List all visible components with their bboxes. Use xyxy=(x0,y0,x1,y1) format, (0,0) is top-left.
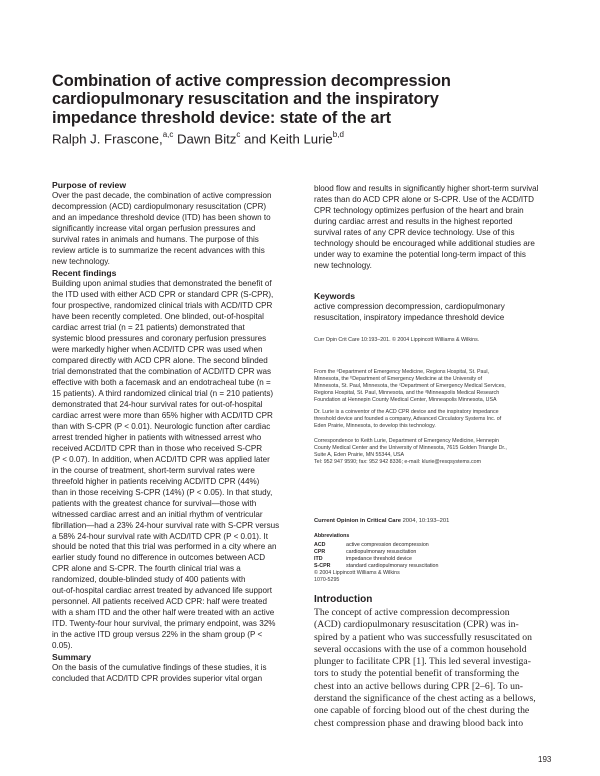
keywords-block xyxy=(314,291,550,324)
disclosure-line: Eden Prairie, Minnesota, to develop this technology. xyxy=(314,422,436,429)
text-line: demonstrated that 24-hour survival rates for out-of-hospital xyxy=(52,399,263,409)
text-line: received ACD/ITD CPR than in those who received S-CPR xyxy=(52,443,263,453)
text-line: Over the past decade, the combination of active compression xyxy=(52,190,272,200)
text-line: systemic blood pressures and coronary perfusion pressures xyxy=(52,333,267,343)
correspondence-line: Suite A, Eden Prairie, MN 55344, USA xyxy=(314,451,405,458)
text-line: decompression (ACD) cardiopulmonary resuscitation (CPR) xyxy=(52,201,267,211)
text-line: several occasions with the use of a common household xyxy=(314,643,527,655)
abbreviation-key: ACD xyxy=(314,541,326,548)
title-line: cardiopulmonary resuscitation and the inspiratory xyxy=(52,90,439,109)
affiliation-line: Foundation at Hennepin County Medical Center, Minneapolis Minnesota, USA xyxy=(314,396,497,403)
text-line: cardiac arrest were more than 65% higher with ACD/ITD CPR xyxy=(52,410,273,420)
text-line: significantly increase vital organ perfusion pressures and xyxy=(52,223,256,233)
text-line: during cardiac arrest and results in the highest reported xyxy=(314,216,513,226)
abbreviation-key: CPR xyxy=(314,548,326,555)
text-line: ITD. Twenty-four hour survival, the primary endpoint, was 32% xyxy=(52,619,276,629)
journal-name: Current Opinion in Critical Care xyxy=(314,518,401,524)
abbreviations-heading: Abbreviations xyxy=(314,533,350,539)
purpose-text xyxy=(52,191,288,268)
text-line: earlier study found no difference in outcomes between ACD xyxy=(52,553,266,563)
abbreviations-list xyxy=(314,542,438,570)
author-list xyxy=(52,128,344,147)
text-line: The concept of active compression decompression xyxy=(314,607,510,618)
text-line: survival rates in animals and humans. The purpose of this xyxy=(52,234,259,244)
abbreviation-value: active compression decompression xyxy=(346,541,429,548)
text-line: blood flow and results in significantly higher short-term survival xyxy=(314,184,539,193)
text-line: CPR technology optimizes perfusion of the heart and brain xyxy=(314,205,524,215)
abbreviations-block xyxy=(314,533,438,570)
text-line: CPR alone and S-CPR. The fourth clinical trial was a xyxy=(52,564,241,574)
author-affiliation-mark: c xyxy=(236,130,241,139)
text-line: technology should be encouraged while additional studies are xyxy=(314,238,535,248)
abbreviation-row xyxy=(314,563,438,570)
abbreviation-row xyxy=(314,556,438,563)
journal-issue: 2004, 10:193–201 xyxy=(400,518,450,524)
disclosure-line: Dr. Lurie is a coinventor of the ACD CPR device and the inspiratory impedance xyxy=(314,409,499,415)
keyword-line: active compression decompression, cardiopulmonary xyxy=(314,301,505,311)
affiliation-line: From the ᵃDepartment of Emergency Medicine, Regions Hospital, St. Paul, xyxy=(314,369,490,375)
findings-text xyxy=(52,279,288,652)
keywords-heading: Keywords xyxy=(314,291,356,301)
abbreviation-key: ITD xyxy=(314,555,323,562)
affiliation-line: Minnesota, St. Paul, Minnesota, the ᶜDepartment of Emergency Medical Services, xyxy=(314,382,506,389)
page-number: 193 xyxy=(538,755,552,764)
text-line: witnessed cardiac arrest and an initial rhythm of ventricular xyxy=(52,509,263,519)
introduction-text xyxy=(314,607,554,730)
text-line: spired by a patient who was successfully resuscitated on xyxy=(314,631,532,643)
section-heading: Summary xyxy=(52,652,92,663)
text-line: in the active ITD group versus 22% in the sham group (P < xyxy=(52,630,263,640)
title-line: impedance threshold device: state of the art xyxy=(52,108,391,127)
correspondence-line: Correspondence to Keith Lurie, Department of Emergency Medicine, Hennepin xyxy=(314,438,499,444)
correspondence-line: County Medical Center and the University of Minnesota, 7615 Golden Triangle Dr., xyxy=(314,444,507,451)
text-line: fibrillation—had a 23% 24-hour survival rate with S-CPR versus xyxy=(52,520,280,530)
text-line: a 58% 24-hour survival rate with ACD/ITD CPR (P < 0.01). It xyxy=(52,531,268,541)
section-heading: Purpose of review xyxy=(52,180,127,190)
affiliations-block xyxy=(314,369,554,404)
abbreviation-value: cardiopulmonary resuscitation xyxy=(346,548,417,555)
text-line: out-of-hospital cardiac arrest treated by advanced life support xyxy=(52,586,273,596)
text-line: cardiac arrest trial (n = 21 patients) demonstrated that xyxy=(52,322,245,332)
text-line: new technology. xyxy=(314,260,372,270)
text-line: should be noted that this trial was performed in a city where an xyxy=(52,542,277,552)
copyright-line: © 2004 Lippincott Williams & Wilkins xyxy=(314,570,400,576)
text-line: randomized, double-blinded study of 400 patients with xyxy=(52,575,246,585)
text-line: the ITD used with either ACD CPR or standard CPR (S-CPR), xyxy=(52,289,274,299)
text-line: 15 patients). A third randomized clinical trial (n = 210 patients) xyxy=(52,388,274,398)
text-line: trial demonstrated that the combination of ACD/ITD CPR was xyxy=(52,366,272,376)
copyright-block xyxy=(314,570,554,584)
text-line: (P < 0.07). In addition, when ACD/ITD CPR was applied later xyxy=(52,454,270,464)
disclosure-line: threshold device and founded a company, Advanced Circulatory Systems Inc. of xyxy=(314,415,502,422)
text-line: 0.05). xyxy=(52,641,73,651)
text-line: were markedly higher when ACD/ITD CPR was used when xyxy=(52,344,263,354)
journal-line xyxy=(314,518,554,525)
keyword-line: resuscitation, inspiratory impedance threshold device xyxy=(314,312,505,322)
title-line: Combination of active compression decompression xyxy=(52,72,451,90)
author-name: Ralph J. Frascone, xyxy=(52,131,163,147)
introduction-heading: Introduction xyxy=(314,594,373,605)
text-line: (ACD) cardiopulmonary resuscitation (CPR) was in- xyxy=(314,619,519,631)
summary-continued-text xyxy=(314,184,550,272)
author-affiliation-mark: a,c xyxy=(162,130,174,139)
text-line: under way to examine the potential long-term impact of this xyxy=(314,249,526,259)
text-line: compared directly with ACD CPR alone. The second blinded xyxy=(52,355,268,365)
text-line: one capable of forcing blood out of the chest during the xyxy=(314,705,530,717)
text-line: personnel. All patients received ACD CPR: half were treated xyxy=(52,597,268,607)
text-line: concluded that ACD/ITD CPR provides superior vital organ xyxy=(52,674,263,684)
abbreviation-row xyxy=(314,542,438,549)
author-name: and Keith Lurie xyxy=(240,131,333,147)
text-line: have been recently completed. One blinded, out-of-hospital xyxy=(52,311,264,321)
abbreviation-value: impedance threshold device xyxy=(346,555,412,562)
affiliation-line: Minnesota, the ᵇDepartment of Emergency Medicine at the University of xyxy=(314,375,483,382)
abbreviation-key: S-CPR xyxy=(314,562,331,569)
citation-text: Curr Opin Crit Care 10:193–201. © 2004 Lippincott Williams & Wilkins. xyxy=(314,337,480,343)
text-line: and an impedance threshold device (ITD) has been shown to xyxy=(52,212,271,222)
section-heading: Recent findings xyxy=(52,267,117,278)
abbreviation-row xyxy=(314,549,438,556)
text-line: patients with the greatest chance for survival—those with xyxy=(52,498,257,508)
copyright-line: 1070-5295 xyxy=(314,576,340,583)
text-line: effective with both a facemask and an endotracheal tube (n = xyxy=(52,377,271,387)
article-title xyxy=(52,72,552,127)
abstract-left-column xyxy=(52,180,288,685)
affiliation-line: Regions Hospital, St. Paul, Minnesota, and the ᵈMinneapolis Medical Research xyxy=(314,389,500,396)
summary-text xyxy=(52,663,288,685)
text-line: than with S-CPR (P < 0.01). Neurologic function after cardiac xyxy=(52,421,271,431)
abbreviation-value: standard cardiopulmonary resuscitation xyxy=(346,562,439,569)
disclosure-block xyxy=(314,409,554,430)
text-line: than in those receiving S-CPR (14%) (P < 0.05). In that study, xyxy=(52,487,273,497)
author-affiliation-mark: b,d xyxy=(332,130,344,139)
text-line: rates than do ACD CPR alone or S-CPR. Use of the ACD/ITD xyxy=(314,194,534,204)
text-line: chest into an active bellows during CPR [2–6]. To un- xyxy=(314,680,524,692)
text-line: chest compression phase and drawing blood back into xyxy=(314,717,524,729)
author-name: Dawn Bitz xyxy=(173,131,237,147)
text-line: threefold higher in patients receiving ACD/ITD CPR (44%) xyxy=(52,476,260,486)
keywords-text xyxy=(314,302,550,324)
correspondence-line: Tel: 952 947 9590; fax: 952 942 8336; e-mail: klurie@resqsystems.com xyxy=(314,458,482,465)
text-line: On the basis of the cumulative findings of these studies, it is xyxy=(52,663,267,673)
text-line: new technology. xyxy=(52,256,110,266)
text-line: review article is to summarize the recent advances with this xyxy=(52,245,265,255)
text-line: arrest trended higher in patients with witnessed arrest who xyxy=(52,432,262,442)
text-line: derstand the significance of the chest acting as a bellows, xyxy=(314,693,536,705)
text-line: with a sham ITD and the other half were treated with an active xyxy=(52,608,275,618)
text-line: Building upon animal studies that demonstrated the benefit of xyxy=(52,278,272,288)
correspondence-block xyxy=(314,438,554,466)
text-line: tors to study the potential benefit of transforming the xyxy=(314,668,520,680)
citation-line xyxy=(314,337,554,344)
text-line: survival rates of any CPR device technology. Use of this xyxy=(314,227,515,237)
text-line: four prospective, randomized clinical trials with ACD/ITD CPR xyxy=(52,300,273,310)
text-line: plunger to facilitate CPR [1]. This led several investiga- xyxy=(314,656,531,668)
text-line: in the course of treatment, short-term survival rates were xyxy=(52,465,255,475)
